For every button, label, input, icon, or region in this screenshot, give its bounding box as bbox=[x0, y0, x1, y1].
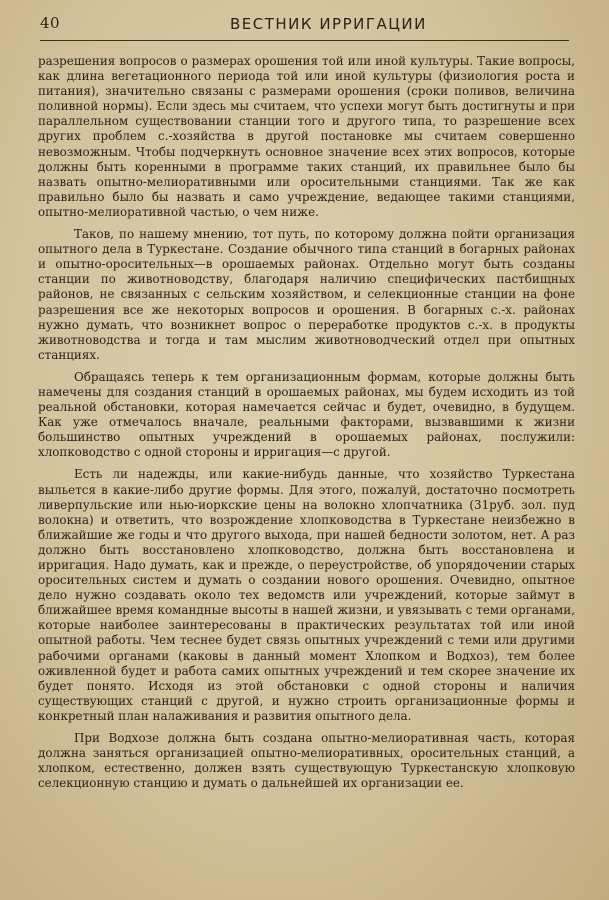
paragraph-cotton-revival: Есть ли надежды, или какие-нибудь данные, что хозяйство Туркестана выльется в какие-либо другие формы. Для этого, пожалуй, достаточно посмотреть ливерпульские или нью-иоркские цены на волокно хлопчатника (31руб. зол. пуд волокна) и ответить, что возрождение хлопководства в Туркестане неизбежно в ближайшие же годы и что другого выхода, при нашей бедности золотом, нет. А раз должно быть восстановлено хлопководство, должна быть восстановлена и ирригация. Надо думать, как и прежде, о переустройстве, об упорядочении старых оросительных систем и думать о создании нового орошения. Очевидно, опытное дело нужно создавать около тех ведомств или учреждений, которые займут в ближайшее время командные высоты в нашей жизни, и увязывать с теми органами, которые наиболее заинтересованы в практических результатах той или иной опытной работы. Чем теснее будет связь опытных учреждений с теми или другими рабочими органами (каковы в данный момент Хлопком и Водхоз), тем более оживленной будет и работа самих опытных учреждений и тем скорее значение их будет понято. Исходя из этой обстановки с одной стороны и наличия существующих станций с другой, и нужно строить организационные формы и конкретный план налаживания и развития опытного дела. bbox=[38, 467, 575, 723]
paragraph-vodkhoz: При Водхозе должна быть создана опытно-мелиоративная часть, которая должна заняться организацией опытно-мелиоративных, оросительных станций, а хлопком, естественно, должен взять существующую Туркестанскую хлопковую селекционную станцию и думать о дальнейшей их организации ее. bbox=[38, 731, 575, 791]
page-header bbox=[40, 14, 569, 41]
running-title: ВЕСТНИК ИРРИГАЦИИ bbox=[230, 15, 427, 33]
page-number: 40 bbox=[40, 14, 61, 32]
paragraph-organization-path: Таков, по нашему мнению, тот путь, по которому должна пойти организация опытного дела в Туркестане. Создание обычного типа станций в богарных районах и опытно-оросительных—в орошаемых районах. Отдельно могут быть созданы станции по животноводству, благодаря наличию специфических пастбищных районов, не связанных с сельским хозяйством, и селекционные станции на фоне разрешения все же некоторых вопросов и орошения. В богарных с.-х. районах нужно думать, что возникнет вопрос о переработке продуктов с.-х. в продукты животноводства и тогда и там мыслим животноводческий отдел при опытных станциях. bbox=[38, 227, 575, 362]
paragraph-organizational-forms: Обращаясь теперь к тем организационным формам, которые должны быть намечены для создания станций в орошаемых районах, мы будем исходить из той реальной обстановки, которая намечается сейчас и будет, очевидно, в будущем. Как уже отмечалось вначале, реальными факторами, вызвавшими к жизни большинство опытных учреждений в орошаемых районах, послужили: хлопководство с одной стороны и ирригация—с другой. bbox=[38, 369, 575, 460]
paragraph-continuation: разрешения вопросов о размерах орошения той или иной культуры. Такие вопросы, как длина вегетационного периода той или иной культуры (физиология роста и питания), значительно связаны с размерами орошения (сроки поливов, величина поливной нормы). Если здесь мы считаем, что успехи могут быть достигнуты и при параллельном существовании станции того и другого типа, то разрешение всех других проблем с.-хозяйства в другой постановке мы считаем совершенно невозможным. Чтобы подчеркнуть основное значение всех этих вопросов, которые должны быть коренными в программе таких станций, их правильнее было бы назвать опытно-мелиоративными или оросительными станциями. Так же как правильно было бы назвать и само учреждение, ведающее такими станциями, опытно-мелиоративной частью, о чем ниже. bbox=[38, 54, 575, 219]
article-body bbox=[38, 54, 575, 791]
